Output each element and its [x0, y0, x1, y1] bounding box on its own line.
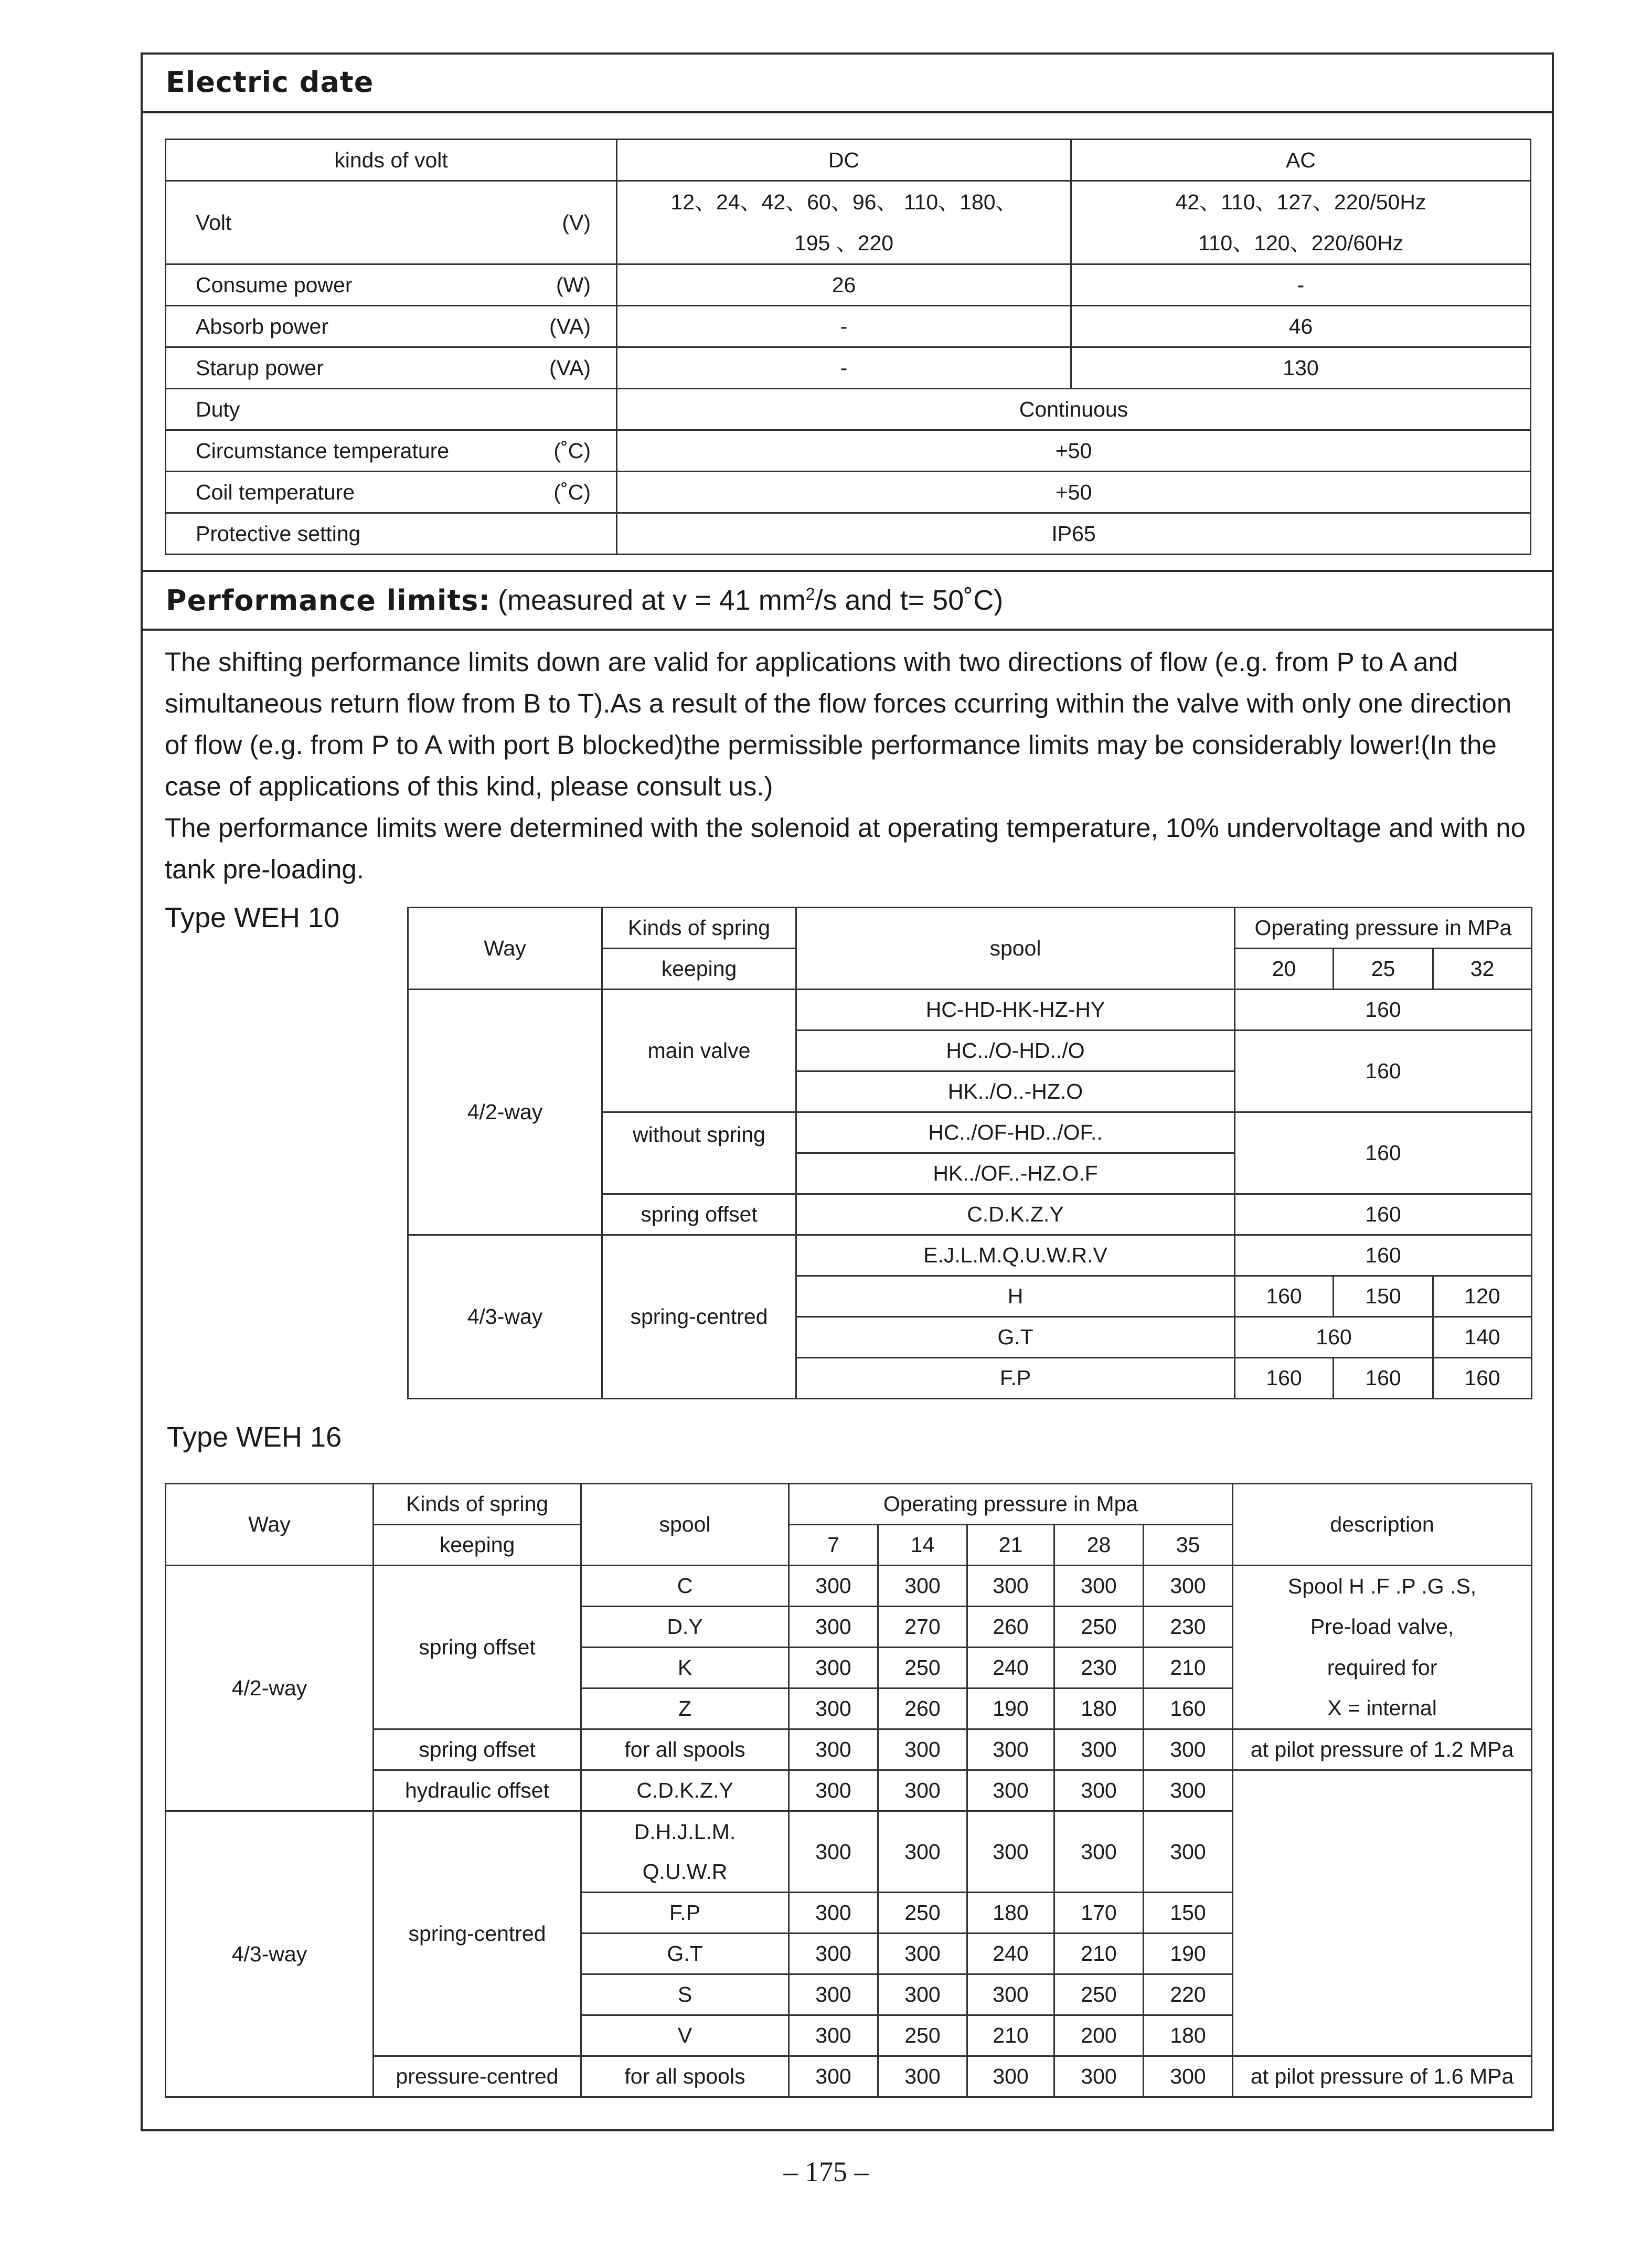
condition-superscript: 2 [805, 585, 815, 603]
spool-cell: F.P [581, 1893, 789, 1934]
value-cell: 46 [1071, 306, 1531, 347]
row-label: Duty [196, 397, 240, 421]
value-cell: 300 [789, 1934, 878, 1974]
kind-cell: hydraulic offset [374, 1770, 581, 1811]
value-cell: 160 [1334, 1358, 1433, 1399]
value-cell: 300 [1054, 1729, 1144, 1770]
value-cell: 300 [789, 1607, 878, 1648]
value-cell: 260 [878, 1688, 967, 1729]
way-cell: 4/2-way [408, 990, 602, 1235]
row-unit: (W) [556, 272, 591, 297]
table-row [166, 347, 1531, 389]
value-cell: 300 [967, 1811, 1054, 1893]
spool-cell: C.D.K.Z.Y [581, 1770, 789, 1811]
weh16-limits-table [165, 1483, 1532, 2098]
value-cell: 180 [1054, 1688, 1144, 1729]
spool-cell: G.T [796, 1317, 1235, 1358]
value-cell: +50 [617, 472, 1531, 513]
description-cell: at pilot pressure of 1.2 MPa [1233, 1729, 1532, 1770]
value-cell: 300 [967, 1770, 1054, 1811]
table-row [166, 472, 1531, 513]
page-number: – 175 – [783, 2156, 869, 2187]
table-row [166, 389, 1531, 430]
value-cell: 300 [789, 1770, 878, 1811]
row-label-cell [166, 513, 617, 555]
type-weh16-label: Type WEH 16 [167, 1421, 342, 1453]
cell-line: Q.U.W.R [642, 1860, 728, 1884]
value-cell: 300 [789, 1648, 878, 1688]
value-cell: 300 [1054, 1566, 1144, 1607]
value-cell: 300 [1054, 1770, 1144, 1811]
value-cell: 160 [1235, 1112, 1532, 1194]
value-cell: 160 [1235, 990, 1532, 1031]
value-cell: 300 [1144, 2056, 1233, 2097]
value-cell: 300 [789, 1974, 878, 2015]
spool-cell: HK../O..-HZ.O [796, 1071, 1235, 1112]
value-cell: 250 [1054, 1607, 1144, 1648]
value-cell: 160 [1235, 1235, 1532, 1276]
cell-line: 110、120、220/60Hz [1198, 231, 1404, 255]
header-cell: Way [408, 908, 602, 990]
value-cell: 190 [967, 1688, 1054, 1729]
performance-description [165, 641, 1539, 890]
value-cell: 300 [789, 2056, 878, 2097]
pressure-header: 28 [1054, 1525, 1144, 1566]
value-cell: - [617, 347, 1071, 389]
row-label: Circumstance temperature [196, 438, 450, 463]
way-cell: 4/3-way [166, 1811, 374, 2097]
value-cell: 26 [617, 264, 1071, 306]
value-cell: 150 [1144, 1893, 1233, 1934]
paragraph: The shifting performance limits down are valid for applications with two directions of flow (e.g. from P to A and simultaneous return flow from B to T).As a result of the flow forces ccurring within the valve with only one direction of flow (e.g. from P to A with port B blocked)the permissible performance limits may be considerably lower!(In the case of applications of this kind, please consult us.) [165, 647, 1512, 801]
kind-cell: spring-centred [374, 1811, 581, 2056]
spool-cell: HC-HD-HK-HZ-HY [796, 990, 1235, 1031]
table-row [166, 306, 1531, 347]
cell-line: 42、110、127、220/50Hz [1175, 190, 1426, 214]
pressure-header: 35 [1144, 1525, 1233, 1566]
row-label-cell [166, 430, 617, 472]
value-cell: Continuous [617, 389, 1531, 430]
description-cell: Spool H .F .P .G .S, [1233, 1566, 1532, 1607]
row-label-cell [166, 306, 617, 347]
way-cell: 4/3-way [408, 1235, 602, 1399]
row-label: Absorb power [196, 314, 328, 338]
row-unit: (˚C) [553, 480, 591, 504]
value-cell: 240 [967, 1648, 1054, 1688]
value-cell: 160 [1235, 1031, 1532, 1112]
header-cell: Operating pressure in MPa [1235, 908, 1532, 949]
spool-cell: D.Y [581, 1607, 789, 1648]
header-cell: AC [1071, 140, 1531, 181]
spool-cell: G.T [581, 1934, 789, 1974]
value-cell: 270 [878, 1607, 967, 1648]
cell-line: 12、24、42、60、96、 110、180、 [670, 190, 1017, 214]
row-unit: (V) [562, 210, 591, 235]
row-unit: (VA) [549, 314, 591, 338]
kind-cell: pressure-centred [374, 2056, 581, 2097]
pressure-header: 25 [1334, 949, 1433, 990]
value-cell: 250 [1054, 1974, 1144, 2015]
value-cell: 130 [1071, 347, 1531, 389]
description-cell-empty [1233, 1770, 1532, 2056]
row-label-cell [166, 389, 617, 430]
spool-cell: F.P [796, 1358, 1235, 1399]
cell-line: 195 、220 [794, 231, 894, 255]
table-row [166, 430, 1531, 472]
row-label-cell [166, 181, 617, 264]
value-cell: +50 [617, 430, 1531, 472]
value-cell: 210 [1144, 1648, 1233, 1688]
value-cell: 300 [1144, 1770, 1233, 1811]
table-row [408, 990, 1532, 1031]
value-cell: 240 [967, 1934, 1054, 1974]
row-unit: (VA) [549, 355, 591, 380]
condition-part: /s and t= 50˚C) [815, 585, 1004, 616]
value-cell: 300 [878, 1974, 967, 2015]
spool-cell: E.J.L.M.Q.U.W.R.V [796, 1235, 1235, 1276]
value-cell: 300 [878, 1770, 967, 1811]
value-cell: 300 [967, 2056, 1054, 2097]
kind-cell: main valve [602, 990, 796, 1112]
spool-cell: HC../O-HD../O [796, 1031, 1235, 1071]
kind-cell: spring offset [602, 1194, 796, 1235]
value-cell: 230 [1144, 1607, 1233, 1648]
value-cell: 210 [967, 2015, 1054, 2056]
value-cell: 300 [967, 1566, 1054, 1607]
pressure-header: 32 [1433, 949, 1532, 990]
header-cell: keeping [602, 949, 796, 990]
table-row [166, 140, 1531, 181]
row-label-cell [166, 347, 617, 389]
header-cell: spool [796, 908, 1235, 990]
description-cell: required for [1233, 1648, 1532, 1688]
header-cell: Operating pressure in Mpa [789, 1484, 1233, 1525]
value-cell: 160 [1235, 1194, 1532, 1235]
spool-cell: K [581, 1648, 789, 1688]
description-cell: at pilot pressure of 1.6 MPa [1233, 2056, 1532, 2097]
table-row [166, 1484, 1532, 1525]
table-row [166, 181, 1531, 264]
value-cell: 230 [1054, 1648, 1144, 1688]
description-cell: X = internal [1233, 1688, 1532, 1729]
spool-cell: HC../OF-HD../OF.. [796, 1112, 1235, 1153]
value-cell: 300 [878, 1729, 967, 1770]
value-cell: 300 [789, 1566, 878, 1607]
electric-date-title: Electric date [166, 65, 374, 99]
value-cell: 300 [789, 1893, 878, 1934]
kind-cell: spring offset [374, 1566, 581, 1729]
spool-cell: for all spools [581, 2056, 789, 2097]
paragraph: The performance limits were determined with the solenoid at operating temperature, 10% undervoltage and with no tank pre-loading. [165, 813, 1526, 884]
value-cell: 300 [789, 2015, 878, 2056]
pressure-header: 14 [878, 1525, 967, 1566]
value-cell: 150 [1334, 1276, 1433, 1317]
value-cell: 300 [1144, 1566, 1233, 1607]
kind-cell: spring offset [374, 1729, 581, 1770]
spool-cell: S [581, 1974, 789, 2015]
table-row [166, 513, 1531, 555]
value-cell: 300 [1054, 2056, 1144, 2097]
value-cell: - [617, 306, 1071, 347]
header-cell: spool [581, 1484, 789, 1566]
value-cell: 180 [967, 1893, 1054, 1934]
description-cell: Pre-load valve, [1233, 1607, 1532, 1648]
row-label: Volt [196, 210, 232, 235]
header-cell: Kinds of spring [374, 1484, 581, 1525]
performance-limits-title: Performance limits: [166, 583, 491, 617]
way-cell: 4/2-way [166, 1566, 374, 1811]
value-cell: 300 [878, 1811, 967, 1893]
value-cell: 250 [878, 1648, 967, 1688]
value-cell: 250 [878, 2015, 967, 2056]
value-cell: 160 [1235, 1317, 1433, 1358]
value-cell: 300 [1054, 1811, 1144, 1893]
row-label-cell [166, 264, 617, 306]
value-cell: 160 [1235, 1358, 1334, 1399]
value-cell: IP65 [617, 513, 1531, 555]
value-cell: 300 [789, 1811, 878, 1893]
weh10-limits-table [407, 907, 1532, 1399]
spool-cell: C.D.K.Z.Y [796, 1194, 1235, 1235]
electric-date-header [141, 52, 1554, 113]
header-cell: kinds of volt [166, 140, 617, 181]
value-cell: 200 [1054, 2015, 1144, 2056]
value-cell: 250 [878, 1893, 967, 1934]
type-weh10-label: Type WEH 10 [165, 902, 340, 933]
spool-cell: H [796, 1276, 1235, 1317]
value-cell: 300 [967, 1974, 1054, 2015]
value-cell: 160 [1433, 1358, 1532, 1399]
spool-cell: HK../OF..-HZ.O.F [796, 1153, 1235, 1194]
header-cell: description [1233, 1484, 1532, 1566]
value-cell: 170 [1054, 1893, 1144, 1934]
value-cell: 140 [1433, 1317, 1532, 1358]
spool-cell: C [581, 1566, 789, 1607]
pressure-header: 7 [789, 1525, 878, 1566]
value-cell: 300 [789, 1729, 878, 1770]
table-row [166, 264, 1531, 306]
cell-line: D.H.J.L.M. [634, 1820, 736, 1844]
header-cell: DC [617, 140, 1071, 181]
value-cell: 300 [878, 2056, 967, 2097]
table-row [408, 1235, 1532, 1276]
kind-cell: without spring [602, 1112, 796, 1194]
value-cell: 300 [967, 1729, 1054, 1770]
value-cell: 300 [1144, 1811, 1233, 1893]
electric-data-table [165, 139, 1531, 555]
value-cell: - [1071, 264, 1531, 306]
value-cell: 180 [1144, 2015, 1233, 2056]
value-cell: 120 [1433, 1276, 1532, 1317]
value-cell: 300 [789, 1688, 878, 1729]
value-cell: 300 [1144, 1729, 1233, 1770]
value-cell [1071, 181, 1531, 264]
pressure-header: 20 [1235, 949, 1334, 990]
value-cell: 160 [1235, 1276, 1334, 1317]
spool-cell: for all spools [581, 1729, 789, 1770]
header-cell: keeping [374, 1525, 581, 1566]
value-cell: 220 [1144, 1974, 1233, 2015]
kind-cell: spring-centred [602, 1235, 796, 1399]
header-cell: Kinds of spring [602, 908, 796, 949]
value-cell: 260 [967, 1607, 1054, 1648]
condition-part: (measured at v = 41 mm [498, 585, 806, 616]
header-cell: Way [166, 1484, 374, 1566]
row-label: Protective setting [196, 521, 361, 546]
measurement-condition [498, 584, 1003, 617]
value-cell: 210 [1054, 1934, 1144, 1974]
row-unit: (˚C) [553, 438, 591, 463]
table-row [408, 908, 1532, 949]
spool-cell [581, 1811, 789, 1893]
value-cell: 300 [878, 1566, 967, 1607]
row-label-cell [166, 472, 617, 513]
row-label: Starup power [196, 355, 324, 380]
row-label: Coil temperature [196, 480, 355, 504]
spool-cell: V [581, 2015, 789, 2056]
value-cell [617, 181, 1071, 264]
pressure-header: 21 [967, 1525, 1054, 1566]
value-cell: 190 [1144, 1934, 1233, 1974]
row-label: Consume power [196, 272, 353, 297]
value-cell: 160 [1144, 1688, 1233, 1729]
value-cell: 300 [878, 1934, 967, 1974]
spool-cell: Z [581, 1688, 789, 1729]
table-row [166, 1566, 1532, 1607]
performance-limits-header [141, 570, 1554, 631]
